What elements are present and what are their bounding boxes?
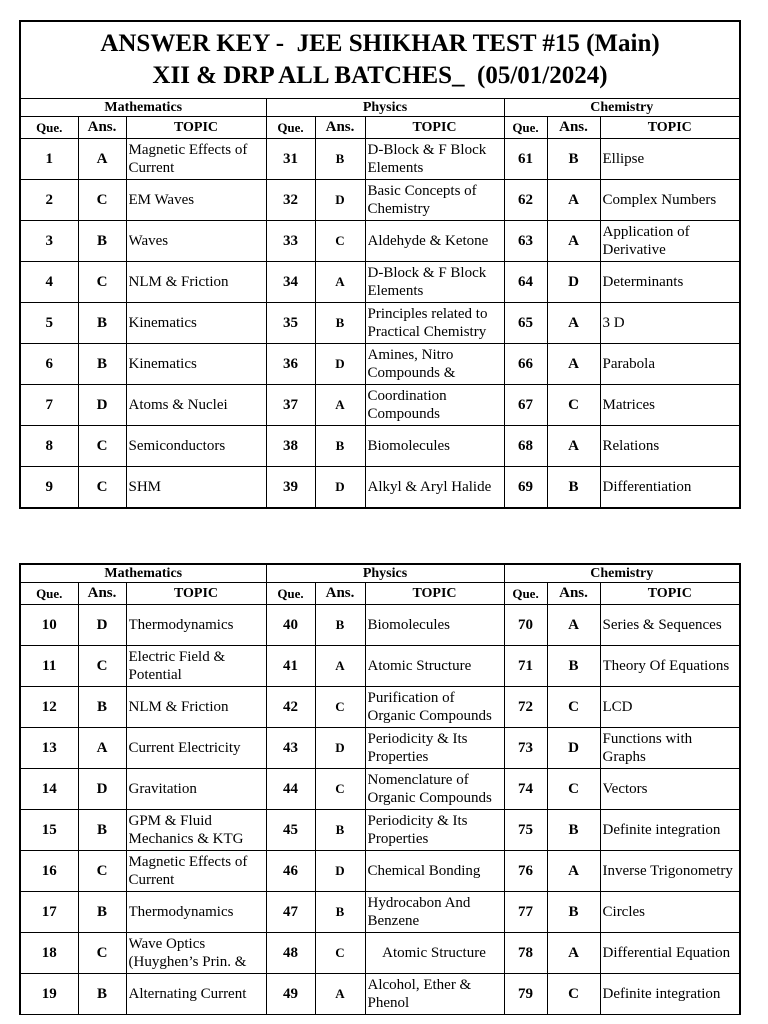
table-row (20, 385, 740, 426)
table-row (20, 646, 740, 687)
physics-topic-cell (365, 974, 504, 1015)
chemistry-topic-cell (600, 426, 740, 467)
chemistry-topic: LCD (602, 699, 633, 715)
math-topic: Gravitation (128, 781, 197, 797)
math-topic-cell (126, 221, 266, 262)
physics-topic: Biomolecules (367, 438, 450, 454)
physics-question-number: 33 (266, 221, 315, 262)
subject-mathematics: Mathematics (20, 99, 266, 117)
math-answer: D (78, 769, 126, 810)
col-ans: Ans. (547, 583, 600, 605)
math-question-number: 1 (20, 139, 78, 180)
chemistry-topic-cell (600, 139, 740, 180)
math-answer: A (78, 139, 126, 180)
physics-topic: Alcohol, Ether & Phenol (367, 977, 472, 1011)
physics-answer: A (315, 646, 365, 687)
chemistry-topic: Series & Sequences (602, 617, 722, 633)
physics-topic: Coordination Compounds (367, 388, 447, 422)
physics-topic-cell (365, 139, 504, 180)
math-topic-cell (126, 728, 266, 769)
physics-answer: A (315, 974, 365, 1015)
subject-header-row (20, 99, 740, 117)
math-topic-cell (126, 605, 266, 646)
col-ans: Ans. (547, 117, 600, 139)
physics-topic: Nomenclature of Organic Compounds (367, 772, 492, 806)
physics-topic: Periodicity & Its Properties (367, 731, 468, 765)
physics-topic-cell (365, 262, 504, 303)
col-que: Que. (20, 583, 78, 605)
chemistry-question-number: 74 (504, 769, 547, 810)
physics-answer: B (315, 426, 365, 467)
col-topic: TOPIC (365, 583, 504, 605)
math-topic: Thermodynamics (128, 904, 234, 920)
chemistry-question-number: 63 (504, 221, 547, 262)
physics-topic-cell (365, 851, 504, 892)
subject-mathematics: Mathematics (20, 564, 266, 583)
physics-question-number: 39 (266, 467, 315, 509)
chemistry-question-number: 70 (504, 605, 547, 646)
math-question-number: 18 (20, 933, 78, 974)
physics-question-number: 45 (266, 810, 315, 851)
math-topic-cell (126, 974, 266, 1015)
physics-answer: B (315, 892, 365, 933)
physics-answer: B (315, 139, 365, 180)
chemistry-topic-cell (600, 605, 740, 646)
col-que: Que. (266, 117, 315, 139)
chemistry-question-number: 73 (504, 728, 547, 769)
math-answer: A (78, 728, 126, 769)
math-topic: Magnetic Effects of Current (128, 142, 248, 176)
math-answer: C (78, 851, 126, 892)
physics-topic-cell (365, 892, 504, 933)
math-answer: D (78, 385, 126, 426)
chemistry-topic: Ellipse (602, 151, 645, 167)
chemistry-topic-cell (600, 687, 740, 728)
chemistry-topic: Matrices (602, 397, 655, 413)
table-row (20, 344, 740, 385)
chemistry-answer: A (547, 303, 600, 344)
table-row (20, 139, 740, 180)
subject-header-row (20, 564, 740, 583)
table-row (20, 728, 740, 769)
math-answer: C (78, 426, 126, 467)
physics-topic: Principles related to Practical Chemistry (367, 306, 488, 340)
column-header-row (20, 583, 740, 605)
physics-answer: C (315, 769, 365, 810)
chemistry-answer: C (547, 974, 600, 1015)
col-que: Que. (504, 583, 547, 605)
math-question-number: 10 (20, 605, 78, 646)
chemistry-topic: Definite integration (602, 822, 721, 838)
subject-chemistry: Chemistry (504, 564, 740, 583)
physics-topic: Atomic Structure (367, 658, 472, 674)
math-answer: C (78, 933, 126, 974)
physics-question-number: 37 (266, 385, 315, 426)
chemistry-topic-cell (600, 385, 740, 426)
math-topic: EM Waves (128, 192, 195, 208)
math-topic: NLM & Friction (128, 274, 229, 290)
math-topic-cell (126, 180, 266, 221)
physics-topic: D-Block & F Block Elements (367, 142, 487, 176)
physics-topic: Purification of Organic Compounds (367, 690, 492, 724)
col-que: Que. (266, 583, 315, 605)
chemistry-question-number: 64 (504, 262, 547, 303)
table-row (20, 426, 740, 467)
physics-answer: D (315, 180, 365, 221)
math-topic: Kinematics (128, 315, 197, 331)
math-question-number: 5 (20, 303, 78, 344)
physics-answer: C (315, 687, 365, 728)
chemistry-question-number: 79 (504, 974, 547, 1015)
table-row (20, 810, 740, 851)
chemistry-answer: A (547, 851, 600, 892)
chemistry-question-number: 71 (504, 646, 547, 687)
chemistry-question-number: 66 (504, 344, 547, 385)
col-topic: TOPIC (600, 117, 740, 139)
physics-topic: D-Block & F Block Elements (367, 265, 487, 299)
math-question-number: 11 (20, 646, 78, 687)
chemistry-topic: 3 D (602, 315, 625, 331)
physics-topic-cell (365, 426, 504, 467)
table-row (20, 687, 740, 728)
chemistry-topic-cell (600, 810, 740, 851)
chemistry-topic: Functions with Graphs (602, 731, 693, 765)
chemistry-question-number: 68 (504, 426, 547, 467)
math-topic: SHM (128, 479, 162, 495)
chemistry-question-number: 65 (504, 303, 547, 344)
chemistry-answer: C (547, 769, 600, 810)
chemistry-answer: C (547, 385, 600, 426)
math-question-number: 17 (20, 892, 78, 933)
math-topic-cell (126, 262, 266, 303)
physics-question-number: 42 (266, 687, 315, 728)
physics-answer: D (315, 467, 365, 509)
physics-question-number: 34 (266, 262, 315, 303)
math-topic: Electric Field & Potential (128, 649, 226, 683)
physics-topic: Biomolecules (367, 617, 450, 633)
math-answer: B (78, 221, 126, 262)
chemistry-answer: A (547, 426, 600, 467)
chemistry-topic-cell (600, 262, 740, 303)
chemistry-question-number: 77 (504, 892, 547, 933)
col-topic: TOPIC (126, 117, 266, 139)
answer-key-table-1 (19, 20, 741, 509)
chemistry-topic: Determinants (602, 274, 684, 290)
chemistry-topic: Theory Of Equations (602, 658, 730, 674)
math-topic-cell (126, 933, 266, 974)
math-topic-cell (126, 467, 266, 509)
chemistry-topic: Vectors (602, 781, 648, 797)
math-topic: GPM & Fluid Mechanics & KTG (128, 813, 244, 847)
physics-question-number: 41 (266, 646, 315, 687)
math-topic: Kinematics (128, 356, 197, 372)
math-answer: B (78, 810, 126, 851)
chemistry-answer: A (547, 605, 600, 646)
column-header-row (20, 117, 740, 139)
chemistry-topic-cell (600, 769, 740, 810)
math-question-number: 4 (20, 262, 78, 303)
math-answer: B (78, 892, 126, 933)
title-line-2: XII & DRP ALL BATCHES_ (05/01/2024) (152, 62, 608, 89)
table-row (20, 303, 740, 344)
chemistry-topic-cell (600, 221, 740, 262)
math-topic-cell (126, 385, 266, 426)
physics-topic: Periodicity & Its Properties (367, 813, 468, 847)
col-ans: Ans. (315, 117, 365, 139)
physics-topic: Atomic Structure (382, 945, 486, 961)
physics-topic-cell (365, 933, 504, 974)
physics-answer: B (315, 605, 365, 646)
col-ans: Ans. (78, 117, 126, 139)
table-row (20, 221, 740, 262)
title-line-1: ANSWER KEY - JEE SHIKHAR TEST #15 (Main) (100, 30, 660, 57)
chemistry-topic-cell (600, 303, 740, 344)
physics-question-number: 48 (266, 933, 315, 974)
math-answer: B (78, 303, 126, 344)
physics-question-number: 46 (266, 851, 315, 892)
physics-answer: A (315, 385, 365, 426)
chemistry-answer: C (547, 687, 600, 728)
math-topic-cell (126, 303, 266, 344)
chemistry-topic: Parabola (602, 356, 655, 372)
math-question-number: 9 (20, 467, 78, 509)
chemistry-answer: B (547, 810, 600, 851)
chemistry-topic: Inverse Trigonometry (602, 863, 733, 879)
table-row (20, 769, 740, 810)
physics-answer: A (315, 262, 365, 303)
chemistry-answer: D (547, 728, 600, 769)
math-topic: Waves (128, 233, 169, 249)
math-answer: B (78, 344, 126, 385)
col-topic: TOPIC (365, 117, 504, 139)
physics-topic-cell (365, 605, 504, 646)
physics-topic-cell (365, 385, 504, 426)
subject-physics: Physics (266, 564, 504, 583)
physics-topic-cell (365, 221, 504, 262)
chemistry-question-number: 69 (504, 467, 547, 509)
math-topic: Wave Optics (Huyghen’s Prin. & (128, 936, 247, 970)
physics-question-number: 35 (266, 303, 315, 344)
math-topic-cell (126, 646, 266, 687)
math-topic: Alternating Current (128, 986, 247, 1002)
chemistry-topic: Relations (602, 438, 660, 454)
chemistry-question-number: 61 (504, 139, 547, 180)
physics-question-number: 38 (266, 426, 315, 467)
physics-question-number: 31 (266, 139, 315, 180)
col-ans: Ans. (78, 583, 126, 605)
math-answer: C (78, 180, 126, 221)
physics-topic-cell (365, 769, 504, 810)
table-row (20, 851, 740, 892)
physics-topic-cell (365, 810, 504, 851)
math-question-number: 15 (20, 810, 78, 851)
chemistry-answer: A (547, 180, 600, 221)
physics-question-number: 49 (266, 974, 315, 1015)
chemistry-topic-cell (600, 467, 740, 509)
physics-topic-cell (365, 344, 504, 385)
physics-question-number: 47 (266, 892, 315, 933)
chemistry-question-number: 76 (504, 851, 547, 892)
math-topic: Current Electricity (128, 740, 241, 756)
table-row (20, 605, 740, 646)
math-answer: C (78, 646, 126, 687)
math-question-number: 19 (20, 974, 78, 1015)
math-topic-cell (126, 851, 266, 892)
table-row (20, 467, 740, 509)
chemistry-topic: Definite integration (602, 986, 721, 1002)
physics-topic: Hydrocabon And Benzene (367, 895, 471, 929)
physics-topic: Aldehyde & Ketone (367, 233, 489, 249)
table-row (20, 180, 740, 221)
physics-question-number: 32 (266, 180, 315, 221)
chemistry-answer: A (547, 933, 600, 974)
physics-question-number: 40 (266, 605, 315, 646)
math-question-number: 14 (20, 769, 78, 810)
physics-question-number: 44 (266, 769, 315, 810)
physics-topic-cell (365, 467, 504, 509)
chemistry-topic: Application of Derivative (602, 224, 690, 258)
table-row (20, 892, 740, 933)
math-question-number: 2 (20, 180, 78, 221)
physics-answer: B (315, 810, 365, 851)
chemistry-answer: A (547, 344, 600, 385)
physics-topic-cell (365, 687, 504, 728)
physics-topic-cell (365, 728, 504, 769)
physics-answer: D (315, 344, 365, 385)
math-topic-cell (126, 687, 266, 728)
chemistry-question-number: 62 (504, 180, 547, 221)
chemistry-question-number: 72 (504, 687, 547, 728)
physics-answer: C (315, 933, 365, 974)
math-answer: C (78, 262, 126, 303)
math-topic: Thermodynamics (128, 617, 234, 633)
page-title (20, 21, 740, 99)
physics-answer: D (315, 851, 365, 892)
math-topic: Semiconductors (128, 438, 226, 454)
chemistry-topic-cell (600, 344, 740, 385)
physics-answer: D (315, 728, 365, 769)
math-question-number: 3 (20, 221, 78, 262)
subject-physics: Physics (266, 99, 504, 117)
math-question-number: 8 (20, 426, 78, 467)
physics-question-number: 43 (266, 728, 315, 769)
physics-topic-cell (365, 646, 504, 687)
math-question-number: 16 (20, 851, 78, 892)
col-topic: TOPIC (600, 583, 740, 605)
chemistry-topic: Differentiation (602, 479, 692, 495)
math-answer: D (78, 605, 126, 646)
physics-topic: Chemical Bonding (367, 863, 481, 879)
chemistry-topic: Complex Numbers (602, 192, 717, 208)
math-answer: B (78, 687, 126, 728)
math-topic-cell (126, 139, 266, 180)
math-question-number: 6 (20, 344, 78, 385)
physics-question-number: 36 (266, 344, 315, 385)
math-question-number: 12 (20, 687, 78, 728)
subject-chemistry: Chemistry (504, 99, 740, 117)
table-row (20, 933, 740, 974)
chemistry-topic-cell (600, 892, 740, 933)
math-answer: B (78, 974, 126, 1015)
physics-answer: B (315, 303, 365, 344)
chemistry-question-number: 75 (504, 810, 547, 851)
physics-answer: C (315, 221, 365, 262)
physics-topic-cell (365, 180, 504, 221)
chemistry-answer: A (547, 221, 600, 262)
answer-key-table-2 (19, 563, 741, 1015)
chemistry-topic-cell (600, 974, 740, 1015)
col-que: Que. (20, 117, 78, 139)
chemistry-topic-cell (600, 180, 740, 221)
math-topic: Atoms & Nuclei (128, 397, 228, 413)
chemistry-answer: B (547, 467, 600, 509)
math-topic-cell (126, 344, 266, 385)
chemistry-topic-cell (600, 851, 740, 892)
col-ans: Ans. (315, 583, 365, 605)
chemistry-answer: B (547, 139, 600, 180)
chemistry-answer: B (547, 892, 600, 933)
math-question-number: 7 (20, 385, 78, 426)
chemistry-topic-cell (600, 933, 740, 974)
table-row (20, 974, 740, 1015)
math-topic: Magnetic Effects of Current (128, 854, 248, 888)
chemistry-question-number: 67 (504, 385, 547, 426)
chemistry-topic: Differential Equation (602, 945, 731, 961)
chemistry-topic-cell (600, 646, 740, 687)
col-topic: TOPIC (126, 583, 266, 605)
chemistry-topic-cell (600, 728, 740, 769)
physics-topic-cell (365, 303, 504, 344)
chemistry-answer: B (547, 646, 600, 687)
math-topic-cell (126, 892, 266, 933)
chemistry-question-number: 78 (504, 933, 547, 974)
chemistry-answer: D (547, 262, 600, 303)
math-topic: NLM & Friction (128, 699, 229, 715)
math-answer: C (78, 467, 126, 509)
table-row (20, 262, 740, 303)
physics-topic: Alkyl & Aryl Halide (367, 479, 492, 495)
math-topic-cell (126, 810, 266, 851)
physics-topic: Amines, Nitro Compounds & (367, 347, 456, 381)
col-que: Que. (504, 117, 547, 139)
math-topic-cell (126, 769, 266, 810)
physics-topic: Basic Concepts of Chemistry (367, 183, 477, 217)
math-question-number: 13 (20, 728, 78, 769)
chemistry-topic: Circles (602, 904, 646, 920)
math-topic-cell (126, 426, 266, 467)
